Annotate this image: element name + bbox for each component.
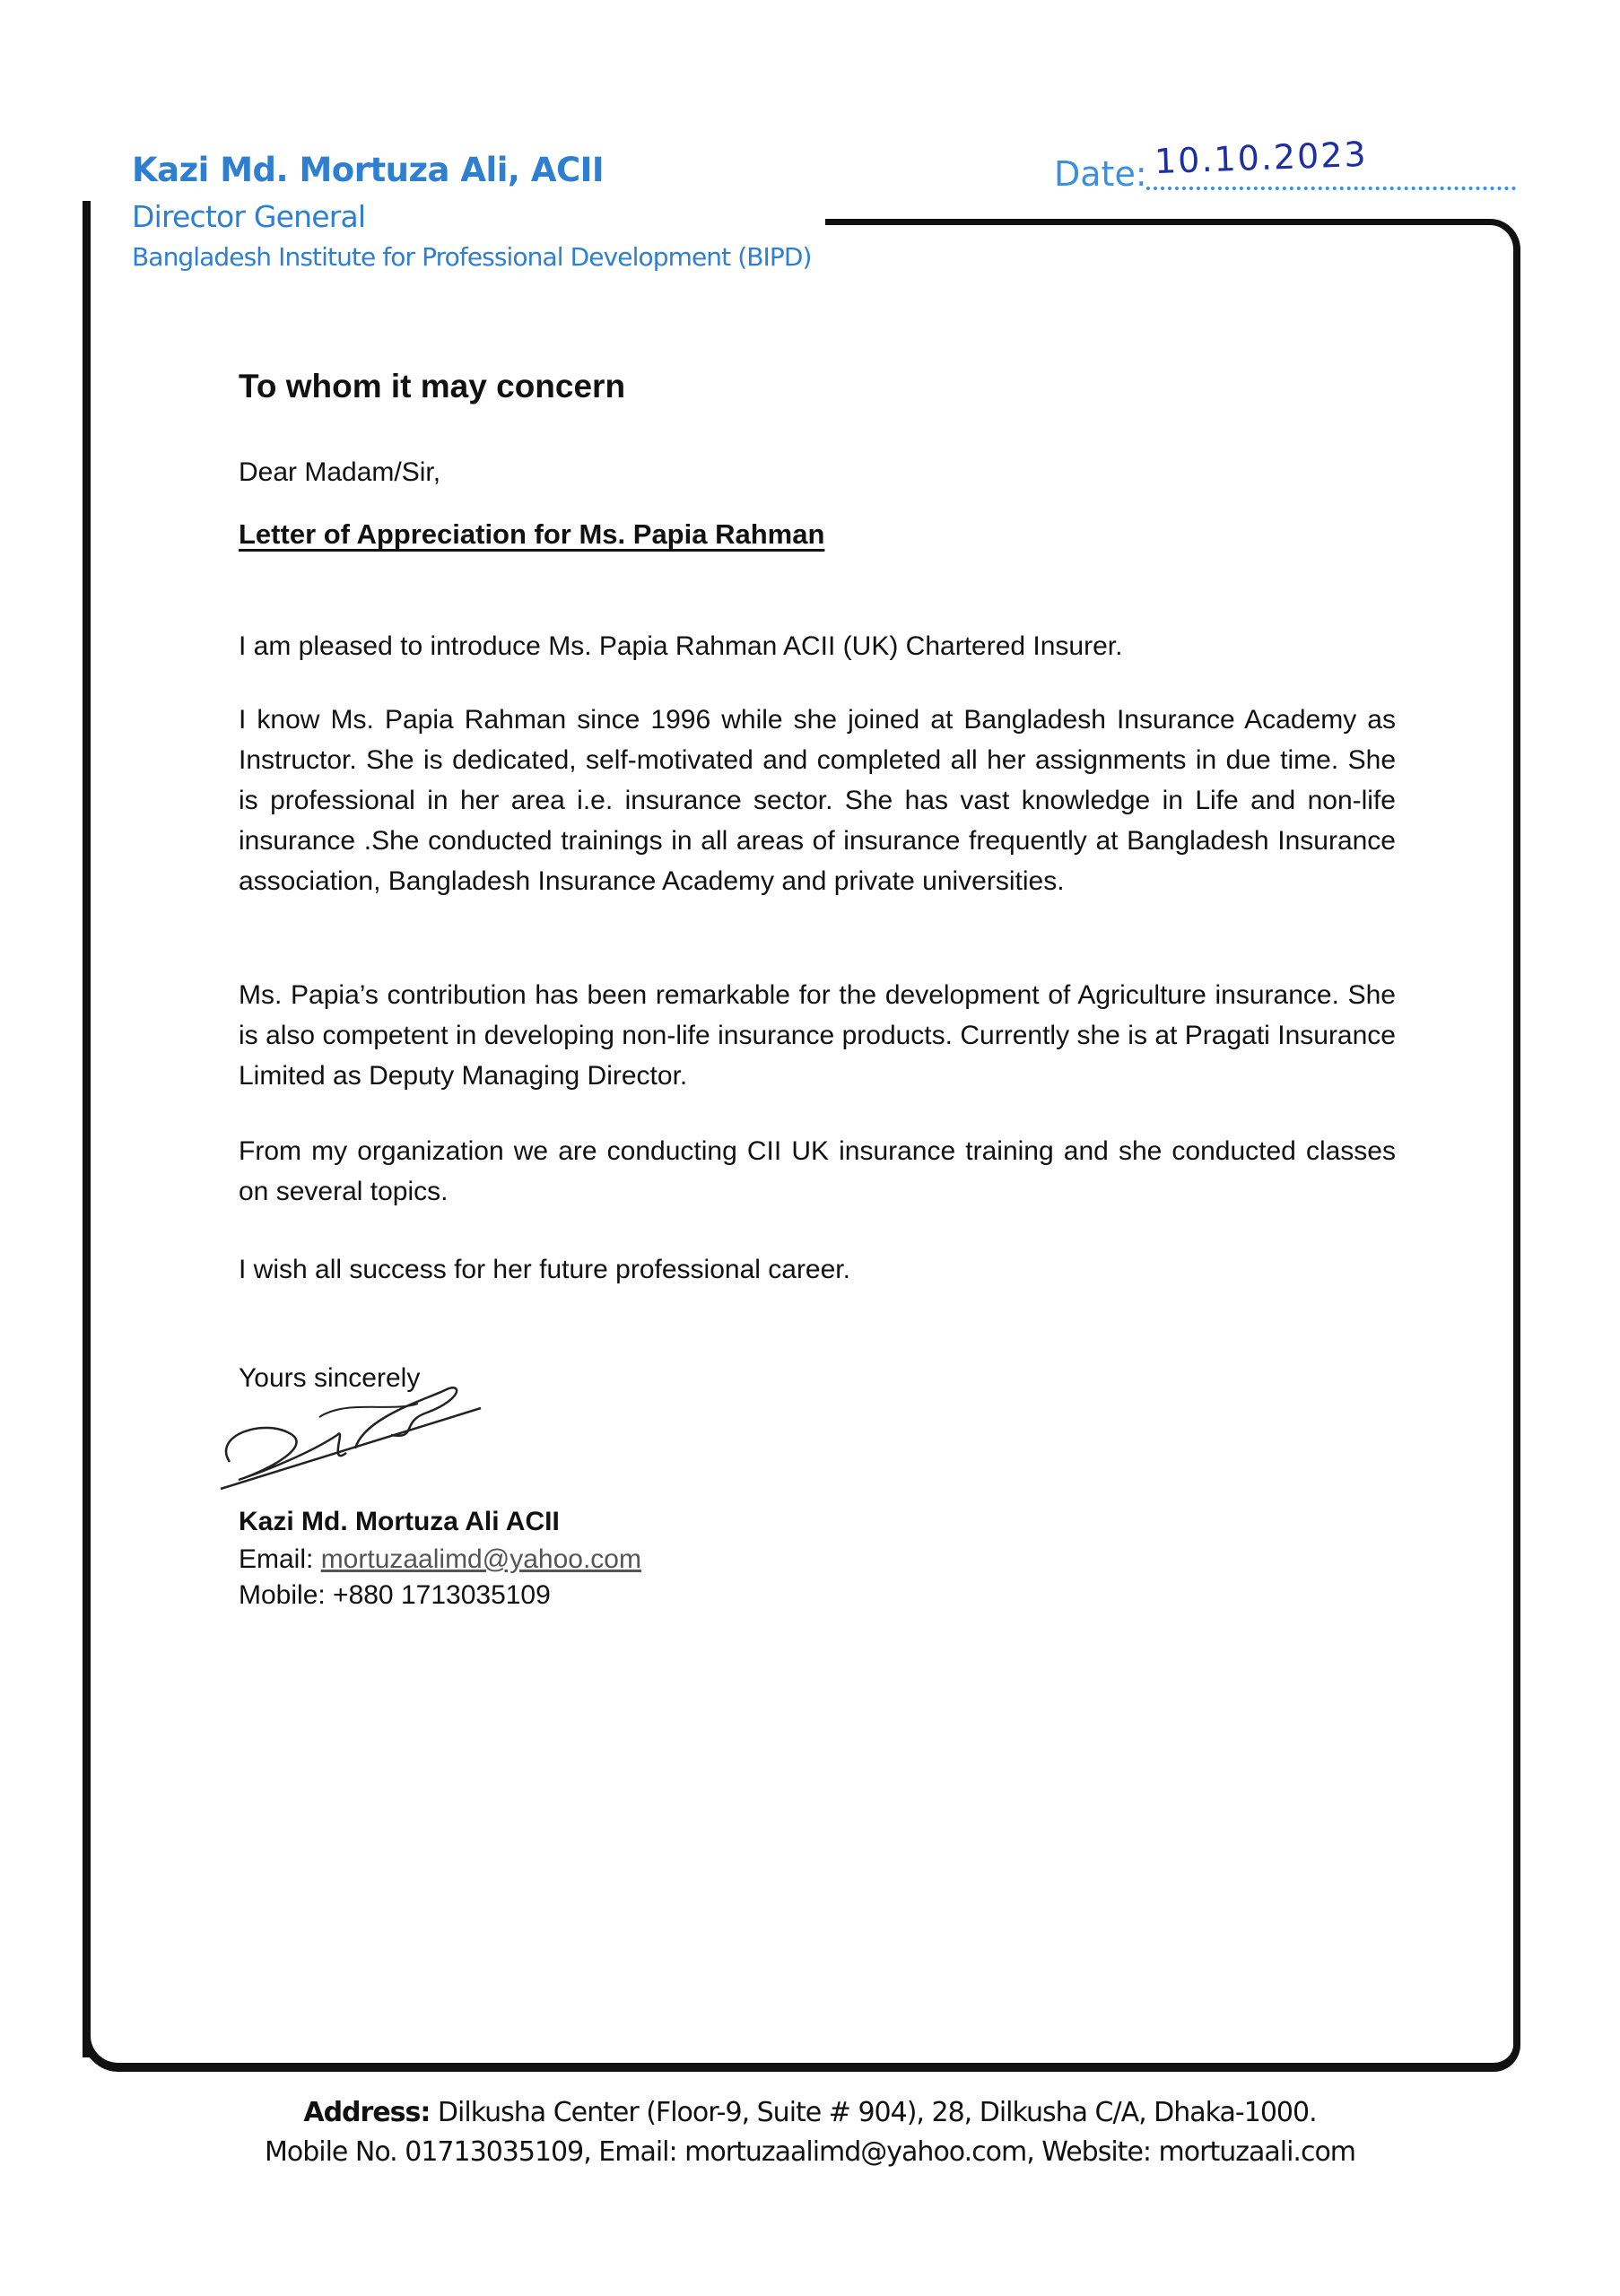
date-field <box>1054 134 1520 208</box>
date-dotted-line <box>1146 187 1516 190</box>
signer-email-line <box>239 1544 641 1575</box>
frame-border-top <box>825 219 1520 273</box>
letter-subject: Letter of Appreciation for Ms. Papia Rahman <box>239 518 825 550</box>
letterhead-organization: Bangladesh Institute for Professional Development (BIPD) <box>132 242 812 272</box>
paragraph-introduction: I am pleased to introduce Ms. Papia Rahman ACII (UK) Chartered Insurer. <box>239 631 1123 661</box>
mobile-label: Mobile: <box>239 1580 334 1610</box>
signature-icon <box>212 1363 499 1507</box>
signer-name: Kazi Md. Mortuza Ali ACII <box>239 1507 560 1536</box>
paragraph-background: I know Ms. Papia Rahman since 1996 while she joined at Bangladesh Insurance Academy as Instructor. She is dedicated, self-motivated and completed all her assignments in due time. She is professional in her area i.e. insurance sector. She has vast knowledge in Life and non-life insurance .She conducted trainings in all areas of insurance frequently at Bangladesh Insurance association, Bangladesh Insurance Academy and private universities. <box>239 705 1396 896</box>
salutation: Dear Madam/Sir, <box>239 457 441 487</box>
signer-email-link[interactable]: mortuzaalimd@yahoo.com <box>320 1544 641 1574</box>
footer-address-text: Dilkusha Center (Floor-9, Suite # 904), 28, Dilkusha C/A, Dhaka-1000. <box>430 2097 1317 2128</box>
date-value-handwritten: 10.10.2023 <box>1154 134 1369 182</box>
frame-border-left <box>83 201 91 2057</box>
paragraph-wishes: I wish all success for her future professional career. <box>239 1255 850 1284</box>
paragraph-training: From my organization we are conducting CII UK insurance training and she conducted classes on several topics. <box>239 1136 1396 1206</box>
email-label: Email: <box>239 1544 321 1574</box>
closing: Yours sincerely <box>239 1363 421 1393</box>
date-label: Date: <box>1054 154 1147 194</box>
paragraph-contribution: Ms. Papia’s contribution has been remarkable for the development of Agriculture insurance. She is also competent in developing non-life insurance products. Currently she is at Pragati Insurance Limited as Deputy Managing Director. <box>239 980 1396 1091</box>
signer-mobile-line <box>239 1580 551 1611</box>
mobile-number: +880 1713035109 <box>333 1580 551 1610</box>
letter-heading: To whom it may concern <box>239 368 626 404</box>
frame-border-right <box>1513 269 1520 2036</box>
footer-contact: Mobile No. 01713035109, Email: mortuzaalimd@yahoo.com, Website: mortuzaali.com <box>264 2136 1356 2168</box>
footer-address <box>0 2097 1620 2128</box>
letterhead-title: Director General <box>132 199 366 234</box>
letterhead-name: Kazi Md. Mortuza Ali, ACII <box>132 151 605 189</box>
footer-address-label: Address: <box>303 2097 431 2128</box>
frame-border-bottom <box>83 1973 1520 2072</box>
